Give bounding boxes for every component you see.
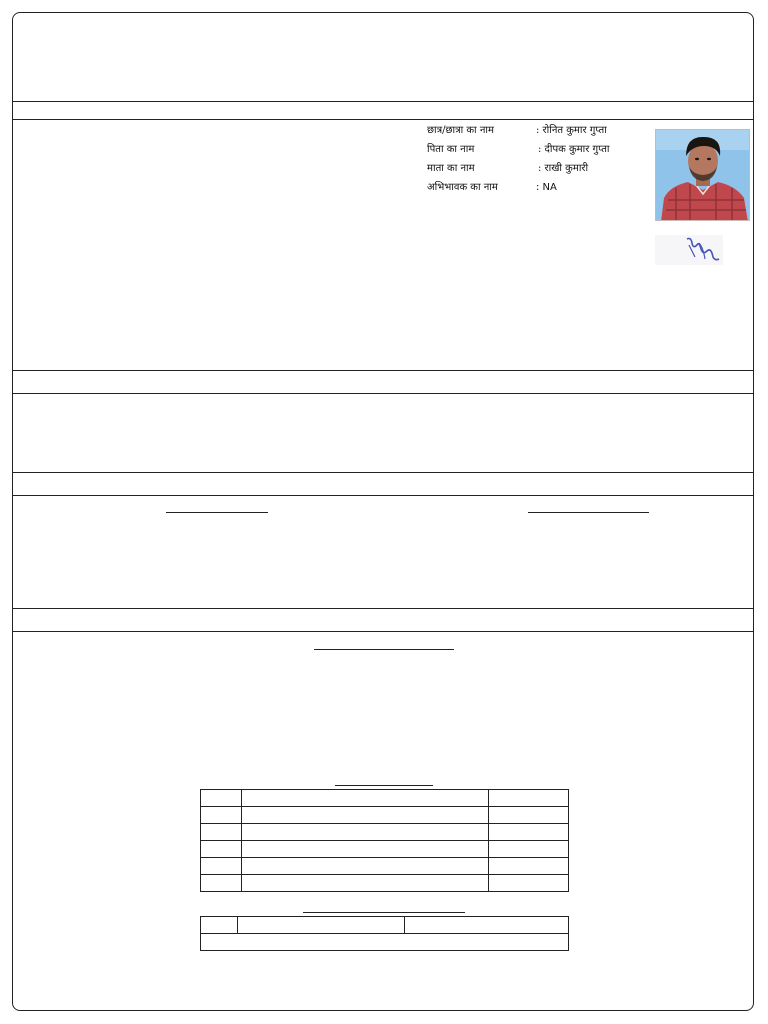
- table-cell: [405, 917, 569, 934]
- table-row: [201, 841, 569, 858]
- table-cell: [201, 841, 242, 858]
- table-cell: [242, 790, 489, 807]
- table-cell: [489, 858, 569, 875]
- mother-name-label: माता का नाम: [427, 163, 475, 174]
- table-cell: [242, 824, 489, 841]
- section-divider: [12, 393, 754, 394]
- section-divider: [12, 495, 754, 496]
- section-divider: [12, 472, 754, 473]
- guardian-name-value: : NA: [536, 182, 557, 193]
- table-cell: [201, 807, 242, 824]
- summary-table: [200, 916, 569, 951]
- table-cell: [201, 858, 242, 875]
- table-cell: [242, 858, 489, 875]
- section-divider: [12, 119, 754, 120]
- table-cell: [242, 875, 489, 892]
- student-name-value: : रोनित कुमार गुप्ता: [536, 125, 607, 136]
- heading-underline: [314, 649, 454, 650]
- subjects-table: [200, 789, 569, 892]
- student-photo: [655, 129, 750, 221]
- table-cell: [201, 917, 238, 934]
- table-row: [201, 807, 569, 824]
- father-name-value: : दीपक कुमार गुप्ता: [538, 144, 610, 155]
- table-cell: [242, 841, 489, 858]
- guardian-name-label: अभिभावक का नाम: [427, 182, 498, 193]
- table-cell: [489, 824, 569, 841]
- table-cell: [489, 875, 569, 892]
- table-cell: [201, 875, 242, 892]
- mother-name-value: : राखी कुमारी: [538, 163, 589, 174]
- table-cell: [489, 790, 569, 807]
- table-row: [201, 934, 569, 951]
- student-signature: [655, 235, 723, 265]
- table-row: [201, 875, 569, 892]
- table-cell: [489, 841, 569, 858]
- table-cell: [242, 807, 489, 824]
- table-row: [201, 790, 569, 807]
- heading-underline: [528, 512, 649, 513]
- section-divider: [12, 631, 754, 632]
- table-row: [201, 858, 569, 875]
- father-name-label: पिता का नाम: [427, 144, 475, 155]
- table-cell: [201, 934, 569, 951]
- table-heading-underline: [335, 785, 433, 786]
- section-divider: [12, 370, 754, 371]
- section-divider: [12, 608, 754, 609]
- table-row: [201, 824, 569, 841]
- heading-underline: [166, 512, 268, 513]
- table-cell: [201, 824, 242, 841]
- table-heading-underline: [303, 912, 465, 913]
- table-row: [201, 917, 569, 934]
- table-cell: [489, 807, 569, 824]
- section-divider: [12, 101, 754, 102]
- student-name-label: छात्र/छात्रा का नाम: [427, 125, 494, 136]
- table-cell: [238, 917, 405, 934]
- table-cell: [201, 790, 242, 807]
- signature-image: [655, 235, 723, 265]
- student-photo-image: [656, 130, 750, 221]
